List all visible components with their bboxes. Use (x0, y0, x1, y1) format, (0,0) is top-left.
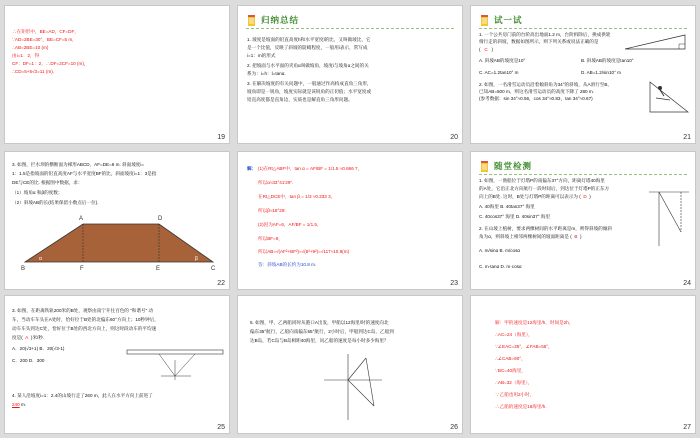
slide-number: 24 (683, 280, 691, 287)
answer-blank: 240 (12, 402, 20, 407)
section-header (479, 158, 532, 174)
slide-number: 27 (683, 424, 691, 431)
answer-choice: C (484, 47, 488, 52)
text-line: ∴AB=2BE=10 (m) (12, 45, 49, 50)
slide-22[interactable] (4, 151, 230, 290)
options-row: A. m/sinα B. m/cosα (479, 248, 521, 253)
text-line: 在Rt△DCE中，tan β = 1/3 ≈0.333 3， (258, 194, 336, 199)
text-line: ∵∠EAC=35°，∠FAB=55°， (495, 344, 553, 349)
text-line: 偏东35°航行，乙船向南偏东55°航行，2小时后，甲船到达C岛，乙船到 (250, 329, 394, 334)
slide-number: 19 (217, 134, 225, 141)
text-line: 所以AB=√(AF²+BF²)=√(6²+9²)=√117≈10.8(m) (258, 249, 350, 254)
text-line: 达B岛，若C岛与B岛相距40海里，问乙船的速度是每小时多少海里？ (250, 338, 389, 343)
text-line: 坡角即是一锐角，坡度实际就是该锐角的正切值；水平宽度或 (247, 89, 372, 94)
text-line: (2)因为AF=6，AF/BF = 1/1.5， (258, 222, 322, 227)
slide-23[interactable] (237, 151, 463, 290)
answer-choice: A (25, 335, 29, 340)
label-d: D (158, 216, 163, 222)
text-line: 1. 坡度是坡面的铅直高度h和水平宽度l的比，又叫做坡比，它 (247, 37, 371, 42)
label-f: F (80, 266, 84, 272)
text-line: （1）坡角α 和β的度数； (12, 190, 63, 195)
option-a: A. 斜坡AB的坡度是10° (479, 58, 526, 63)
skier-figure (646, 76, 692, 116)
text-line: 4. 某人沿坡度i=1：2.4的山坡行走了260 m，此人在水平方向上前进了 (12, 393, 153, 398)
text-line: ∵乙船也用2小时， (495, 392, 535, 397)
text-line: 椅行走的斜坡，数据如图所示，则下列关系或说法正确的是 (479, 39, 599, 44)
answer-line: 向上的B处. 这时，B处与灯塔P的距离可以表示为 ( D ) (479, 194, 591, 199)
dam-trapezoid-figure (19, 210, 219, 272)
text-line: ∵BC=40海里， (495, 368, 526, 373)
answer-line: ( C ) (479, 47, 494, 52)
text-line: DE与CE的比. 根据图中数据，求： (12, 180, 83, 185)
answer-line: 角为α，则斜坡上相邻两棵树间的坡面距离是 ( B ) (479, 234, 582, 239)
text-line: 所以BF=9， (258, 236, 283, 241)
option-d: D. AB=1.2/sin10° m (581, 70, 622, 75)
text-line: 1. 如图，一渔船位于灯塔P的南偏东37°方向，距离灯塔40海里 (479, 178, 605, 183)
text-line: ∴AC=24（海里）， (495, 332, 533, 337)
text-line: 是一个比值，反映了斜坡的陡峭程度，一般用i表示，常写成 (247, 45, 368, 50)
options-row: C. 40cos37° 海里 D. 40sin37° 海里 (479, 214, 551, 219)
pencil-icon (246, 14, 257, 27)
text-line: 的A处，它沿正北方向航行一段时间后，到达位于灯塔P的正东方 (479, 186, 610, 191)
solution-label: 解： (247, 166, 257, 171)
header-divider (479, 28, 687, 29)
text-line: (1)在Rt△ABF中，tan α = AF/BF = 1/1.5 ≈0.666 7， (258, 166, 363, 171)
text-line: i=1：m的形式 (247, 53, 276, 58)
ramp-figure (621, 31, 691, 53)
header-title: 归纳总结 (261, 15, 300, 25)
answer-choice: D (583, 194, 587, 199)
text-line: ∴AB=32（海里）， (495, 380, 533, 385)
slide-25[interactable] (4, 295, 230, 434)
lighthouse-figure (649, 182, 693, 252)
answer-choice: B (574, 234, 578, 239)
slide-number: 23 (450, 280, 458, 287)
text-line: ∴乙船的速度是16海里/h． (495, 404, 550, 409)
slide-20[interactable] (237, 5, 463, 144)
slide-number: 20 (450, 134, 458, 141)
section-header (246, 12, 299, 28)
text-line: 1：1.5是指坡面的铅直高度AF与水平宽度BF的比，斜面坡度i=1：3是指 (12, 171, 157, 176)
answer-line: 度是( A )米/秒． (12, 335, 48, 340)
text-line: ∴∠CAB=90°， (495, 356, 526, 361)
section-header (479, 12, 523, 28)
label-alpha: α (39, 256, 42, 262)
text-line: 2. 把坡面与水平面的夹角α叫做坡角，坡度i与坡角α之间的关 (247, 63, 369, 68)
text-line: 2. 如图，一名滑雪运动员沿着倾斜角为34°的斜坡，从A滑行至B， (479, 82, 613, 87)
header-divider (479, 174, 687, 175)
text-line: 3. 在解决坡度的有关问题中，一般通过作高构成直角三角形， (247, 81, 372, 86)
slide-27[interactable] (470, 295, 696, 434)
text-line: 动车车头到达C处，恰好位于B处的西北方向上，则这时段动车的平均速 (12, 326, 157, 331)
slide-24[interactable] (470, 151, 696, 290)
text-line: 所以α≈33°41′29″. (258, 180, 294, 185)
options-row: C．200 D．300 (12, 358, 45, 363)
option-b: B. 斜坡AB的坡度是tan10° (581, 58, 634, 63)
slide-number: 21 (683, 134, 691, 141)
options-row: A．20(√3+1) B．20(√3-1) (12, 346, 65, 351)
slide-number: 25 (217, 424, 225, 431)
label-a: A (79, 216, 84, 222)
slide-number: 26 (450, 424, 458, 431)
text-line: 车，当动车车头在A处时，恰好位于B处的北偏东60°方向上；10秒钟后， (12, 317, 159, 322)
header-title: 随堂检测 (494, 161, 533, 171)
header-title: 试一试 (494, 15, 523, 25)
text-line: (参考数据：sin 34°≈0.56，cos 34°≈0.83，tan 34°≈0.67) (479, 96, 593, 101)
text-line: 解：甲的速度是12海里/h，时间是2h， (495, 320, 574, 325)
slide-26[interactable] (237, 295, 463, 434)
answer-line: 240 m. (12, 402, 27, 407)
text-line: 所以β≈18°26′. (258, 208, 287, 213)
slide-number: 22 (217, 280, 225, 287)
label-b: B (21, 266, 26, 272)
text-line: 3. 如图，拦水坝的横断面为梯形ABCD，AF=DE=6 m. 斜面坡度i= (12, 162, 145, 167)
slide-19[interactable] (4, 5, 230, 144)
label-beta: β (195, 256, 198, 262)
answer-line: 答：斜坡AB的长约为10.8 m. (258, 262, 317, 267)
label-c: C (211, 266, 216, 272)
text-line: 5. 如图，甲、乙两船同时从港口A出发，甲船以12海里/时的速度向北 (250, 320, 389, 325)
options-row: A. 40海里 B. 40tan37° 海里 (479, 204, 535, 209)
text-line: 1. 一个公共房门前的台阶高出地面1.2 m，台阶拆除后，换成供轮 (479, 32, 611, 37)
option-c: C. AC=1.2tan10° m (479, 70, 519, 75)
text-line: 由i=1：2，得 (12, 53, 40, 58)
text-line: ∴在矩形中，BE=AD，CF=DF， (12, 29, 79, 34)
text-line: ∵AD=2BE=30°，BE=CF=5 m， (12, 37, 77, 42)
ships-figure (318, 350, 388, 424)
options-row: C. m·tanα D. m·cosα (479, 264, 522, 269)
header-divider (246, 28, 454, 29)
text-line: 3. 如图，在距离铁轨200米的B处，观察由南宁开往百色的 "和谐号" 动 (12, 308, 154, 313)
text-line: 铅直高度都是直角边，实质也是解直角三角形问题。 (247, 97, 353, 102)
railway-figure (125, 346, 225, 386)
text-line: 已知AB=500 m，则这名滑雪运动员的高度下降了 280 m． (479, 89, 598, 94)
pencil-icon (479, 160, 490, 173)
pencil-icon (479, 14, 490, 27)
text-line: CF：DF=1：2，∴DF=2CF=10 (m)， (12, 61, 89, 66)
text-line: 系为：i=h：l=tanα. (247, 71, 286, 76)
text-line: 2. 在山坡上植树，要求两棵树间的水平距离是m，则得斜坡的倾斜 (479, 226, 612, 231)
label-e: E (156, 266, 161, 272)
text-line: ∴CD=5+5√3=11 (m)． (12, 69, 58, 74)
slide-21[interactable] (470, 5, 696, 144)
text-line: （2）斜坡AB的长(结果保留小数点后一位). (12, 200, 99, 205)
